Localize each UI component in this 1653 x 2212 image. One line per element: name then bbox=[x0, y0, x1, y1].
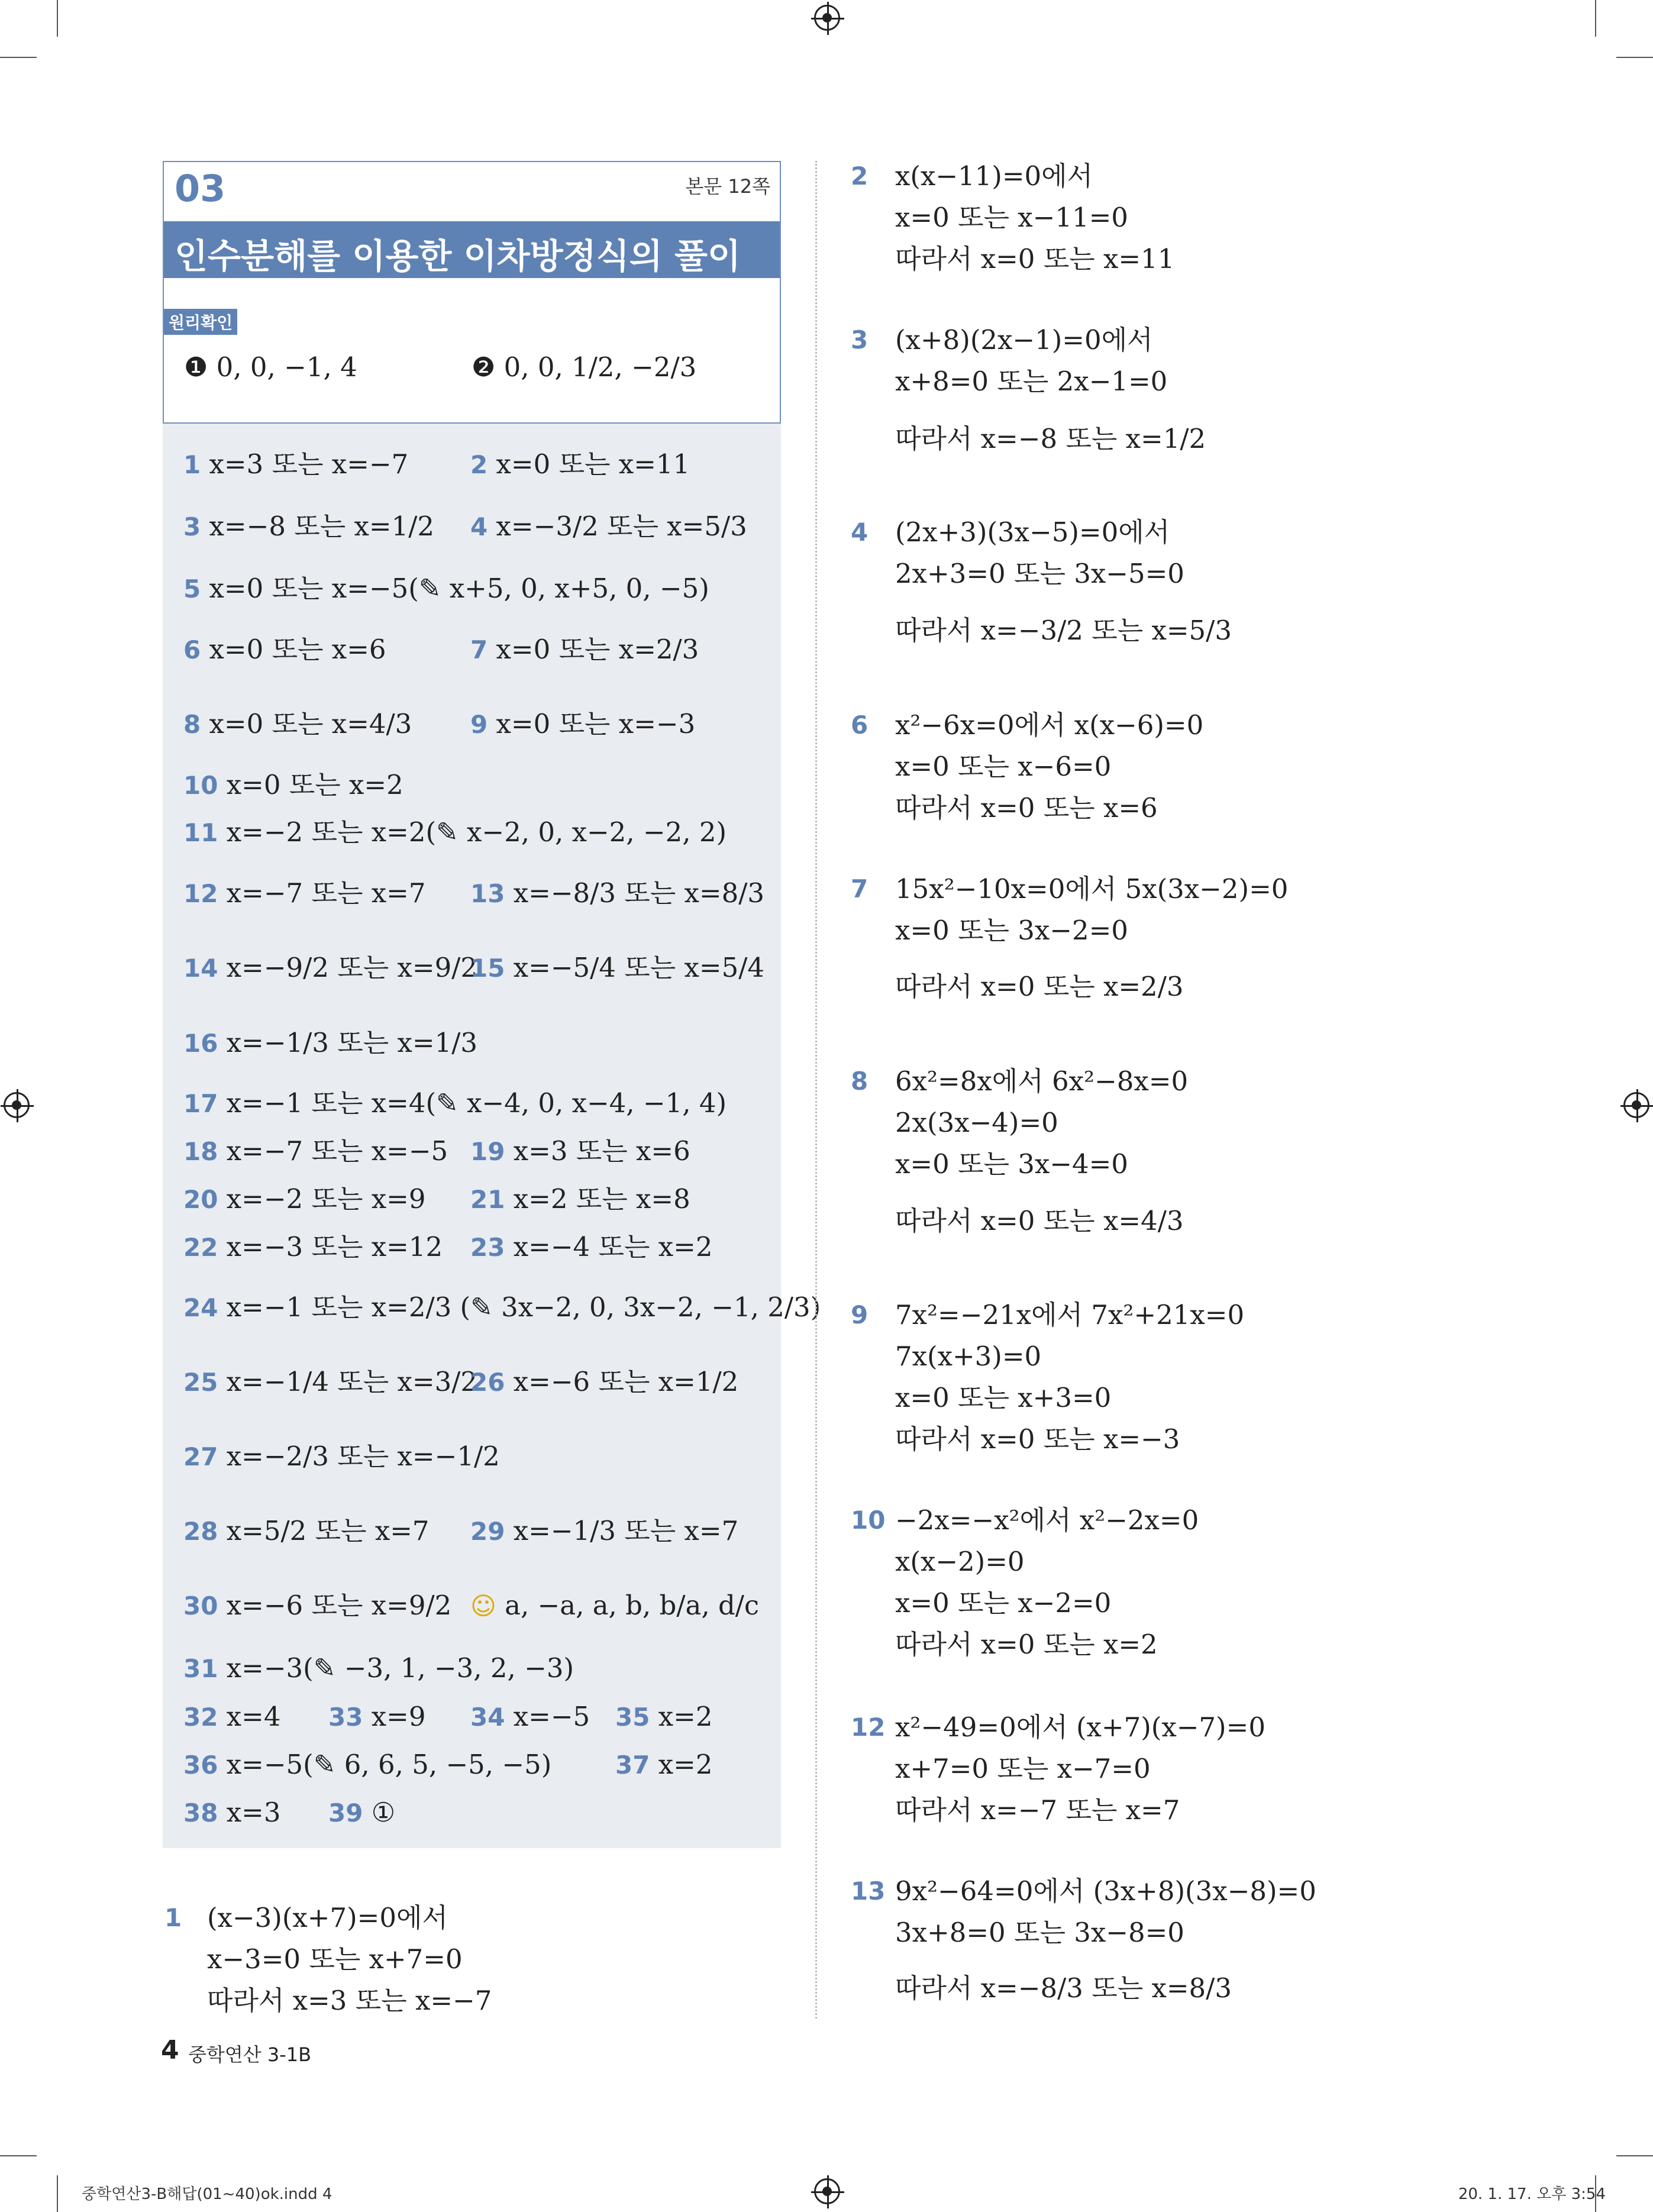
trim-mark bbox=[0, 2155, 37, 2156]
answer-item: 33 x=9 bbox=[328, 1701, 426, 1732]
answer-item: 7 x=0 또는 x=2/3 bbox=[470, 634, 699, 665]
solution-line: 따라서 x=−7 또는 x=7 bbox=[895, 1794, 1180, 1826]
solution-number: 7 bbox=[851, 874, 869, 903]
solution-number: 4 bbox=[851, 518, 869, 547]
solution-line: 따라서 x=−8 또는 x=1/2 bbox=[895, 423, 1206, 454]
trim-mark bbox=[57, 2175, 58, 2212]
answer-item: 37 x=2 bbox=[615, 1749, 713, 1780]
solution-line: x=0 또는 3x−2=0 bbox=[895, 915, 1128, 946]
solution-line: 15x²−10x=0에서 5x(3x−2)=0 bbox=[895, 873, 1289, 905]
solution-number: 3 bbox=[851, 325, 869, 354]
registration-mark-icon bbox=[814, 2178, 840, 2204]
solution-line: 따라서 x=0 또는 x=2/3 bbox=[895, 971, 1184, 1002]
trim-mark bbox=[1616, 2155, 1653, 2156]
answer-item: 32 x=4 bbox=[183, 1701, 281, 1732]
print-date: 20. 1. 17. 오후 3:54 bbox=[1458, 2185, 1606, 2203]
solution-line: 따라서 x=0 또는 x=2 bbox=[895, 1629, 1158, 1660]
answer-item: 9 x=0 또는 x=−3 bbox=[470, 708, 696, 740]
solution-line: 따라서 x=0 또는 x=4/3 bbox=[895, 1205, 1184, 1236]
answer-item: 22 x=−3 또는 x=12 bbox=[183, 1231, 443, 1262]
answer-item: 18 x=−7 또는 x=−5 bbox=[183, 1135, 448, 1167]
answer-item: 13 x=−8/3 또는 x=8/3 bbox=[470, 877, 765, 909]
solution-line: 9x²−64=0에서 (3x+8)(3x−8)=0 bbox=[895, 1875, 1316, 1907]
answer-item: 16 x=−1/3 또는 x=1/3 bbox=[183, 1027, 478, 1058]
solution-number: 10 bbox=[851, 1506, 886, 1535]
section-header bbox=[163, 161, 781, 424]
answer-item: 24 x=−1 또는 x=2/3 (✎ 3x−2, 0, 3x−2, −1, 2/3) bbox=[183, 1291, 821, 1323]
answer-item: 15 x=−5/4 또는 x=5/4 bbox=[470, 952, 765, 983]
check-badge: 원리확인 bbox=[164, 309, 237, 335]
answer-item: 30 x=−6 또는 x=9/2 bbox=[183, 1590, 452, 1621]
answer-item: 21 x=2 또는 x=8 bbox=[470, 1183, 690, 1215]
registration-mark-icon bbox=[4, 1092, 30, 1118]
solution-line: x²−49=0에서 (x+7)(x−7)=0 bbox=[895, 1712, 1265, 1743]
answer-item: 39 ① bbox=[328, 1797, 396, 1828]
solution-line: 따라서 x=0 또는 x=−3 bbox=[895, 1423, 1180, 1455]
answer-item: 17 x=−1 또는 x=4(✎ x−4, 0, x−4, −1, 4) bbox=[183, 1087, 727, 1119]
check-answer-1: ❶ 0, 0, −1, 4 bbox=[184, 351, 357, 383]
solution-line: 6x²=8x에서 6x²−8x=0 bbox=[895, 1065, 1189, 1097]
column-divider bbox=[815, 161, 817, 2019]
trim-mark bbox=[57, 0, 58, 37]
answer-item: 25 x=−1/4 또는 x=3/2 bbox=[183, 1366, 478, 1397]
answer-item: 1 x=3 또는 x=−7 bbox=[183, 448, 409, 480]
smiley-icon: ☺ bbox=[470, 1591, 496, 1620]
solution-line: x=0 또는 x+3=0 bbox=[895, 1382, 1112, 1413]
solution-line: x²−6x=0에서 x(x−6)=0 bbox=[895, 709, 1204, 741]
trim-mark bbox=[1616, 57, 1653, 58]
answer-item: 2 x=0 또는 x=11 bbox=[470, 448, 690, 480]
answer-item: 20 x=−2 또는 x=9 bbox=[183, 1183, 426, 1215]
registration-mark-icon bbox=[1623, 1092, 1649, 1118]
solution-line: 3x+8=0 또는 3x−8=0 bbox=[895, 1917, 1184, 1948]
answer-item: 38 x=3 bbox=[183, 1797, 281, 1828]
solution-line: 따라서 x=3 또는 x=−7 bbox=[207, 1985, 492, 2016]
solution-line: x=0 또는 3x−4=0 bbox=[895, 1148, 1128, 1180]
solution-line: 따라서 x=−3/2 또는 x=5/3 bbox=[895, 615, 1232, 646]
answer-item: 34 x=−5 bbox=[470, 1701, 590, 1732]
answer-item: 28 x=5/2 또는 x=7 bbox=[183, 1515, 430, 1546]
answer-item: 5 x=0 또는 x=−5(✎ x+5, 0, x+5, 0, −5) bbox=[183, 573, 709, 604]
answer-item: 29 x=−1/3 또는 x=7 bbox=[470, 1515, 739, 1546]
answer-item: ☺ a, −a, a, b, b/a, d/c bbox=[470, 1588, 759, 1624]
solution-line: 7x(x+3)=0 bbox=[895, 1341, 1042, 1372]
answer-item: 6 x=0 또는 x=6 bbox=[183, 634, 386, 665]
solution-number: 12 bbox=[851, 1713, 886, 1742]
solution-line: x=0 또는 x−2=0 bbox=[895, 1587, 1112, 1619]
check-answer-2: ❷ 0, 0, 1/2, −2/3 bbox=[472, 351, 697, 383]
answer-item: 26 x=−6 또는 x=1/2 bbox=[470, 1366, 739, 1397]
answer-item: 10 x=0 또는 x=2 bbox=[183, 769, 403, 800]
solution-line: 2x+3=0 또는 3x−5=0 bbox=[895, 558, 1184, 589]
file-name: 중학연산3-B해답(01~40)ok.indd 4 bbox=[82, 2185, 332, 2203]
answer-item: 23 x=−4 또는 x=2 bbox=[470, 1231, 713, 1262]
solution-line: x=0 또는 x−6=0 bbox=[895, 751, 1112, 782]
answer-item: 31 x=−3(✎ −3, 1, −3, 2, −3) bbox=[183, 1652, 574, 1684]
solution-line: x(x−2)=0 bbox=[895, 1546, 1025, 1577]
solution-line: (x−3)(x+7)=0에서 bbox=[207, 1902, 448, 1933]
solution-number: 6 bbox=[851, 711, 869, 740]
answer-item: 19 x=3 또는 x=6 bbox=[470, 1135, 690, 1167]
title-band bbox=[164, 221, 780, 278]
solution-line: (x+8)(2x−1)=0에서 bbox=[895, 324, 1153, 356]
solution-number: 9 bbox=[851, 1300, 869, 1329]
answer-item: 11 x=−2 또는 x=2(✎ x−2, 0, x−2, −2, 2) bbox=[183, 816, 727, 848]
solution-line: (2x+3)(3x−5)=0에서 bbox=[895, 516, 1170, 548]
section-number: 03 bbox=[175, 167, 226, 210]
solution-line: 따라서 x=0 또는 x=6 bbox=[895, 792, 1158, 824]
solution-number: 2 bbox=[851, 162, 869, 190]
solution-number: 13 bbox=[851, 1877, 886, 1906]
solution-number: 8 bbox=[851, 1067, 869, 1096]
answer-item: 3 x=−8 또는 x=1/2 bbox=[183, 511, 435, 542]
page-reference: 본문 12쪽 bbox=[685, 175, 770, 198]
answer-item: 8 x=0 또는 x=4/3 bbox=[183, 708, 412, 740]
answer-item: 35 x=2 bbox=[615, 1701, 713, 1732]
trim-mark bbox=[0, 57, 37, 58]
answer-item: 4 x=−3/2 또는 x=5/3 bbox=[470, 511, 747, 542]
answer-item: 14 x=−9/2 또는 x=9/2 bbox=[183, 952, 478, 983]
solution-line: 따라서 x=−8/3 또는 x=8/3 bbox=[895, 1972, 1232, 2004]
solution-line: x+8=0 또는 2x−1=0 bbox=[895, 366, 1168, 397]
solution-line: x=0 또는 x−11=0 bbox=[895, 202, 1128, 233]
answer-item: 12 x=−7 또는 x=7 bbox=[183, 877, 426, 909]
answer-item: 27 x=−2/3 또는 x=−1/2 bbox=[183, 1441, 500, 1472]
solution-line: −2x=−x²에서 x²−2x=0 bbox=[895, 1504, 1199, 1536]
answer-item: 36 x=−5(✎ 6, 6, 5, −5, −5) bbox=[183, 1749, 552, 1780]
registration-mark-icon bbox=[814, 5, 840, 31]
section-title: 인수분해를 이용한 이차방정식의 풀이 bbox=[175, 236, 741, 276]
solution-number: 1 bbox=[164, 1903, 182, 1932]
solution-line: x−3=0 또는 x+7=0 bbox=[207, 1943, 463, 1975]
solution-line: 7x²=−21x에서 7x²+21x=0 bbox=[895, 1299, 1245, 1331]
solution-line: 2x(3x−4)=0 bbox=[895, 1107, 1058, 1138]
solution-line: x(x−11)=0에서 bbox=[895, 160, 1093, 192]
trim-mark bbox=[1595, 0, 1596, 37]
solution-line: x+7=0 또는 x−7=0 bbox=[895, 1753, 1151, 1784]
solution-line: 따라서 x=0 또는 x=11 bbox=[895, 243, 1175, 275]
page-number: 4 bbox=[161, 2035, 179, 2065]
book-title: 중학연산 3-1B bbox=[188, 2043, 312, 2066]
